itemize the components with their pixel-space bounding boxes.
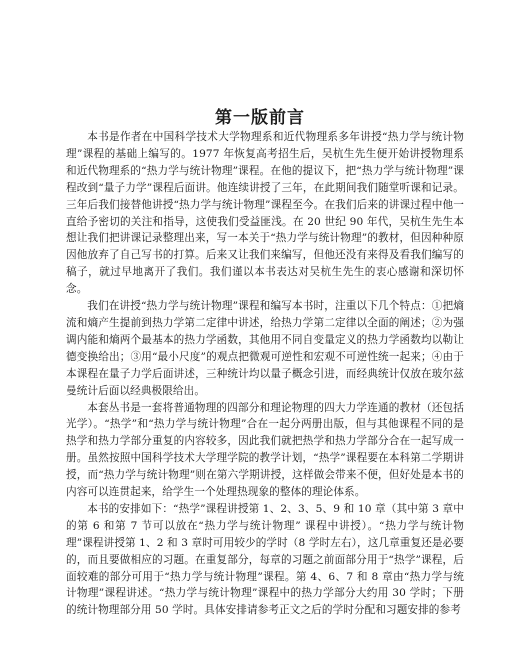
- preface-body: [66, 129, 464, 619]
- paragraph-features: 我们在讲授“热力学与统计物理”课程和编写本书时，注重以下几个特点：①把熵流和熵产生提前到热力学第二定律中讲述，给热力学第二定律以全面的阐述；②为强调内能和熵两个最基本的热力学函数，其他用不同自变量定义的热力学函数均以勒让德变换给出；③用“最小尺度”的观点把微观可逆性和宏观不可逆性统一起来；④由于本课程在量子力学后面讲述，三种统计均以量子概念引进，而经典统计仅放在玻尔兹曼统计后面以经典极限给出。: [66, 300, 464, 397]
- paragraph-arrangement: 本书的安排如下：“热学”课程讲授第 1、2、3、5、9 和 10 章（其中第 3 章中的第 6 和第 7 节可以放在“热力学与统计物理” 课程中讲授）。“热力学与统计物理”课程讲授第 1、2 和 3 章时可用较少的学时（8 学时左右），这几章重复还是必要的，而且要做相应的习题。在重复部分，每章的习题之前面部分用于“热学”课程，后面较难的部分可用于“热力学与统计物理”课程。第 4、6、7 和 8 章由“热力学与统计物理”课程讲述。“热力学与统计物理”课程中的热力学部分大约用 30 学时；下册的统计物理部分用 50 学时。具体安排请参考正文之后的学时分配和习题安排的参考: [66, 502, 464, 617]
- paragraph-series: 本套丛书是一套将普通物理的四部分和理论物理的四大力学连通的教材（还包括光学）。“热学”和“热力学与统计物理”合在一起分两册出版，但与其他课程不同的是热学和热力学部分重复的内容较多，因此我们就把热学和热力学部分合在一起写成一册。虽然按照中国科学技术大学理学院的教学计划，“热学”课程要在本科第二学期讲授，而“热力学与统计物理”则在第六学期讲授，这样做会带来不便，但好处是本书的内容可以连贯起来，给学生一个处理热现象的整体的理论体系。: [66, 401, 464, 499]
- preface-title: 第一版前言: [215, 108, 305, 128]
- paragraph-origin: 本书是作者在中国科学技术大学物理系和近代物理系多年讲授“热力学与统计物理”课程的基础上编写的。1977 年恢复高考招生后，吴杭生先生便开始讲授物理系和近代物理系的“热力学与统计物理”课程。在他的提议下，把“热力学与统计物理”课程改到“量子力学”课程后面讲。他连续讲授了三年，在此期间我们随堂听课和记录。三年后我们接替他讲授“热力学与统计物理”课程至今。在我们后来的讲课过程中他一直给予密切的关注和指导，这使我们受益匪浅。在 20 世纪 90 年代，吴杭生先生本想让我们把讲课记录整理出来，写一本关于“热力学与统计物理”的教材，但因种种原因他放弃了自己写书的打算。后来又让我们来编写，但他还没有来得及看我们编写的稿子，就过早地离开了我们。我们谨以本书表达对吴杭生先生的衷心感谢和深切怀念。: [66, 131, 464, 296]
